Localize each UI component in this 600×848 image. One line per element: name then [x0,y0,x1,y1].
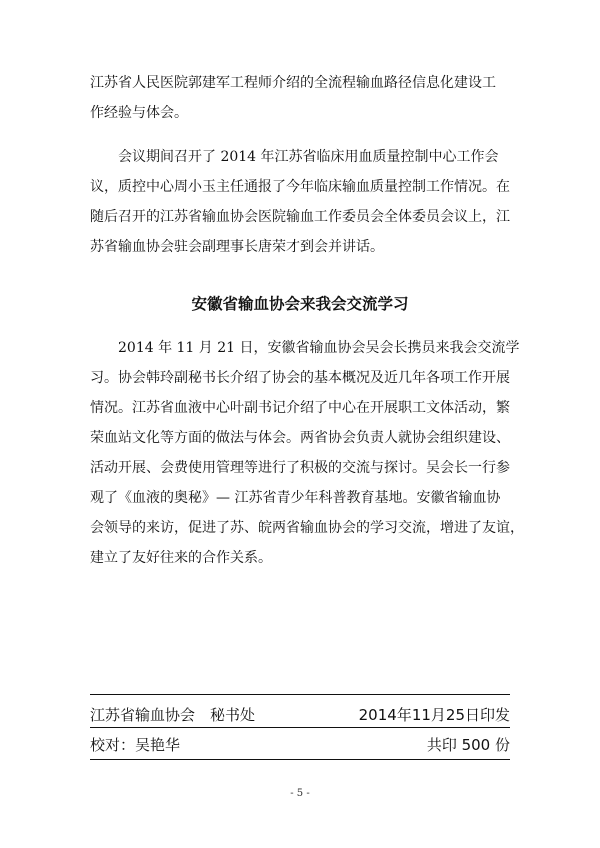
paragraph-anhui-visit [90,333,524,573]
paragraph-meeting [90,142,510,262]
issue-date: 2014年11月25日印发 [358,706,510,724]
text-line: 议，质控中心周小玉主任通报了今年临床输血质量控制工作情况。在 [90,179,510,195]
proofreader: 校对：吴艳华 [90,736,181,754]
footer-bottom-rule [90,759,510,760]
text-line: 作经验与体会。 [90,105,188,121]
copies-count: 共印 500 份 [426,736,510,754]
page-number: - 5 - [290,788,310,799]
text-line: 观了《血液的奥秘》— 江苏省青少年科普教育基地。安徽省输血协 [90,490,501,506]
footer-issuer-row [90,704,510,725]
text-line: 苏省输血协会驻会副理事长唐荣才到会并讲话。 [90,239,384,255]
text-line: 活动开展、会费使用管理等进行了积极的交流与探讨。吴会长一行参 [90,460,510,476]
text-line: 会议期间召开了 2014 年江苏省临床用血质量控制中心工作会 [118,149,499,165]
text-line: 建立了友好往来的合作关系。 [90,550,272,566]
issuer-label: 江苏省输血协会 秘书处 [90,706,256,724]
footer-middle-rule [90,727,510,728]
text-line: 随后召开的江苏省输血协会医院输血工作委员会全体委员会议上，江 [90,209,510,225]
text-line: 江苏省人民医院郭建军工程师介绍的全流程输血路径信息化建设工 [90,75,496,91]
text-line: 会领导的来访，促进了苏、皖两省输血协会的学习交流，增进了友谊， [90,520,524,536]
text-line: 情况。江苏省血液中心叶副书记介绍了中心在开展职工文体活动，繁 [90,400,510,416]
text-line: 荣血站文化等方面的做法与体会。两省协会负责人就协会组织建设、 [90,430,510,446]
text-line: 习。协会韩玲副秘书长介绍了协会的基本概况及近几年各项工作开展 [90,370,510,386]
footer-proof-row [90,734,510,755]
text-line: 2014 年 11 月 21 日，安徽省输血协会吴会长携员来我会交流学 [118,340,520,356]
section-title: 安徽省输血协会来我会交流学习 [191,295,409,313]
paragraph-continued [90,68,510,128]
footer-top-rule [90,694,510,695]
